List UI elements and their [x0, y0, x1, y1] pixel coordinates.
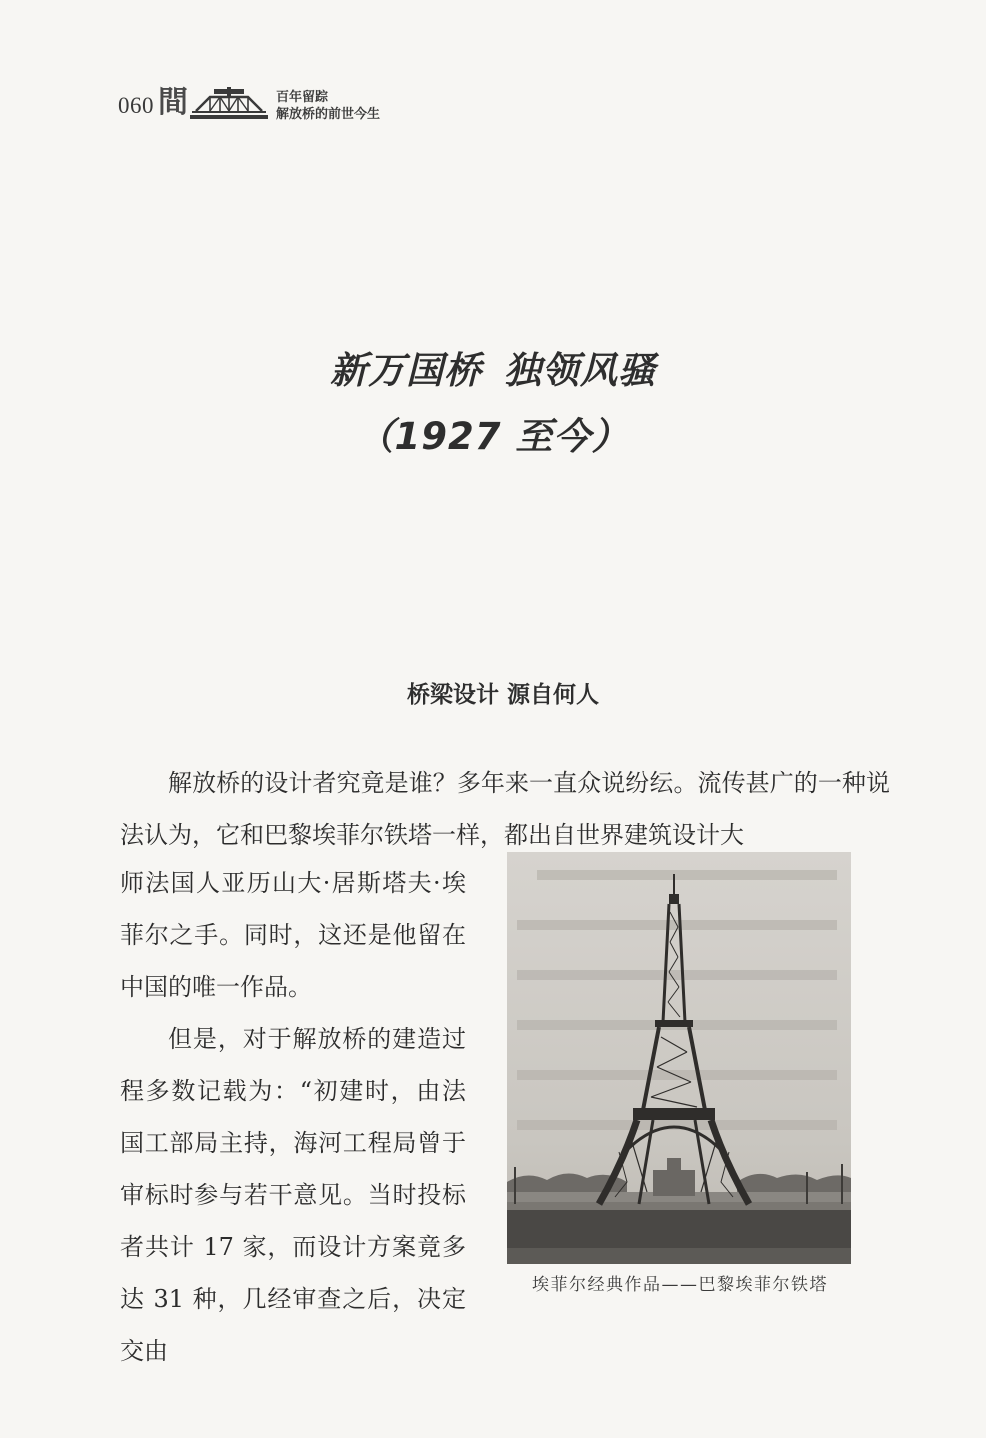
paragraph: 但是，对于解放桥的建造过程多数记载为：“初建时，由法国工部局主持，海河工程局曾于审标时参与若干意见。当时投标者共计 17 家，而设计方案竟多达 31 种，几经审查之后，决定交由: [120, 1025, 466, 1365]
series-title: 百年留踪: [276, 90, 329, 105]
series-logo-mark: 間: [158, 85, 188, 120]
book-title: 解放桥的前世今生: [276, 107, 381, 122]
paragraph: 解放桥的设计者究竟是谁？多年来一直众说纷纭。流传甚广的一种说法认为，它和巴黎埃菲尔铁塔一样，都出自世界建筑设计大: [120, 769, 890, 849]
eiffel-tower-photo: [507, 852, 851, 1264]
body-text-full-width: [120, 757, 890, 861]
chapter-title: [0, 340, 986, 394]
paragraph: 师法国人亚历山大·居斯塔夫·埃菲尔之手。同时，这还是他留在中国的唯一作品。: [120, 869, 466, 1001]
chapter-years: （1927 至今）: [356, 415, 630, 458]
header-titles: [276, 89, 380, 123]
body-text-left-column: [120, 857, 466, 1377]
eiffel-tower-illustration: [507, 852, 851, 1264]
section-heading: 桥梁设计 源自何人: [406, 682, 599, 708]
chapter-title-part1: 新万国桥: [330, 349, 482, 392]
running-header: [118, 78, 380, 128]
figure-caption: 埃菲尔经典作品——巴黎埃菲尔铁塔: [532, 1275, 828, 1295]
chapter-title-part2: 独领风骚: [504, 349, 656, 392]
bridge-logo-icon: [190, 87, 268, 123]
page-number: 060: [118, 93, 154, 118]
